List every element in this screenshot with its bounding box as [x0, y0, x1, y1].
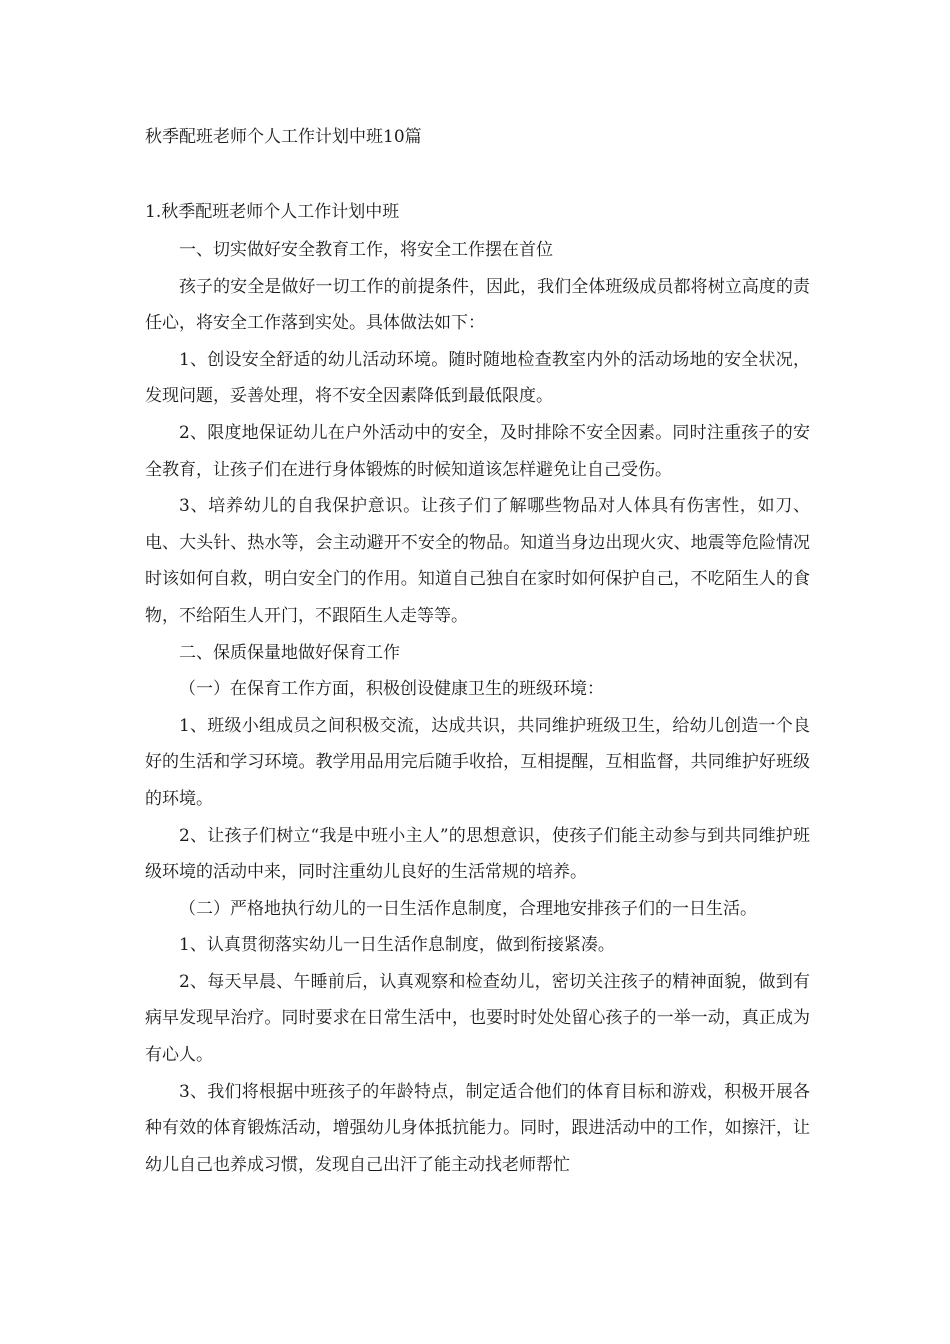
paragraph: 2、每天早晨、午睡前后，认真观察和检查幼儿，密切关注孩子的精神面貌，做到有病早发现早治疗。同时要求在日常生活中，也要时时处处留心孩子的一举一动，真正成为有心人。: [145, 971, 810, 1066]
paragraph: 3、我们将根据中班孩子的年龄特点，制定适合他们的体育目标和游戏，积极开展各种有效的体育锻炼活动，增强幼儿身体抵抗能力。同时，跟进活动中的工作，如擦汗，让幼儿自己也养成习惯，发现自己出汗了能主动找老师帮忙: [145, 1081, 810, 1175]
document-body: [145, 232, 810, 1183]
paragraph: 一、切实做好安全教育工作，将安全工作摆在首位: [179, 240, 553, 260]
paragraph: 二、保质保量地做好保育工作: [179, 642, 400, 663]
paragraph: 1、班级小组成员之间积极交流，达成共识，共同维护班级卫生，给幼儿创造一个良好的生活和学习环境。教学用品用完后随手收拾，互相提醒，互相监督，共同维护好班级的环境。: [145, 715, 810, 809]
paragraph: 2、限度地保证幼儿在户外活动中的安全，及时排除不安全因素。同时注重孩子的安全教育，让孩子们在进行身体锻炼的时候知道该怎样避免让自己受伤。: [145, 422, 810, 480]
paragraph: 1、认真贯彻落实幼儿一日生活作息制度，做到衔接紧凑。: [179, 935, 615, 956]
paragraph: （一）在保育工作方面，积极创设健康卫生的班级环境：: [179, 679, 604, 700]
document-page: [145, 0, 810, 1344]
paragraph: 孩子的安全是做好一切工作的前提条件，因此，我们全体班级成员都将树立高度的责任心，将安全工作落到实处。具体做法如下：: [145, 276, 810, 334]
paragraph: （二）严格地执行幼儿的一日生活作息制度，合理地安排孩子们的一日生活。: [179, 898, 757, 919]
section-title: 1.秋季配班老师个人工作计划中班: [145, 202, 400, 222]
paragraph: 3、培养幼儿的自我保护意识。让孩子们了解哪些物品对人体具有伤害性，如刀、电、大头针、热水等，会主动避开不安全的物品。知道当身边出现火灾、地震等危险情况时该如何自救，明白安全门的作用。知道自己独自在家时如何保护自己，不吃陌生人的食物，不给陌生人开门，不跟陌生人走等等。: [145, 496, 810, 626]
document-title: 秋季配班老师个人工作计划中班10篇: [145, 127, 422, 147]
paragraph: 2、让孩子们树立“我是中班小主人”的思想意识，使孩子们能主动参与到共同维护班级环境的活动中来，同时注重幼儿良好的生活常规的培养。: [145, 825, 810, 883]
paragraph: 1、创设安全舒适的幼儿活动环境。随时随地检查教室内外的活动场地的安全状况，发现问题，妥善处理，将不安全因素降低到最低限度。: [145, 349, 810, 407]
